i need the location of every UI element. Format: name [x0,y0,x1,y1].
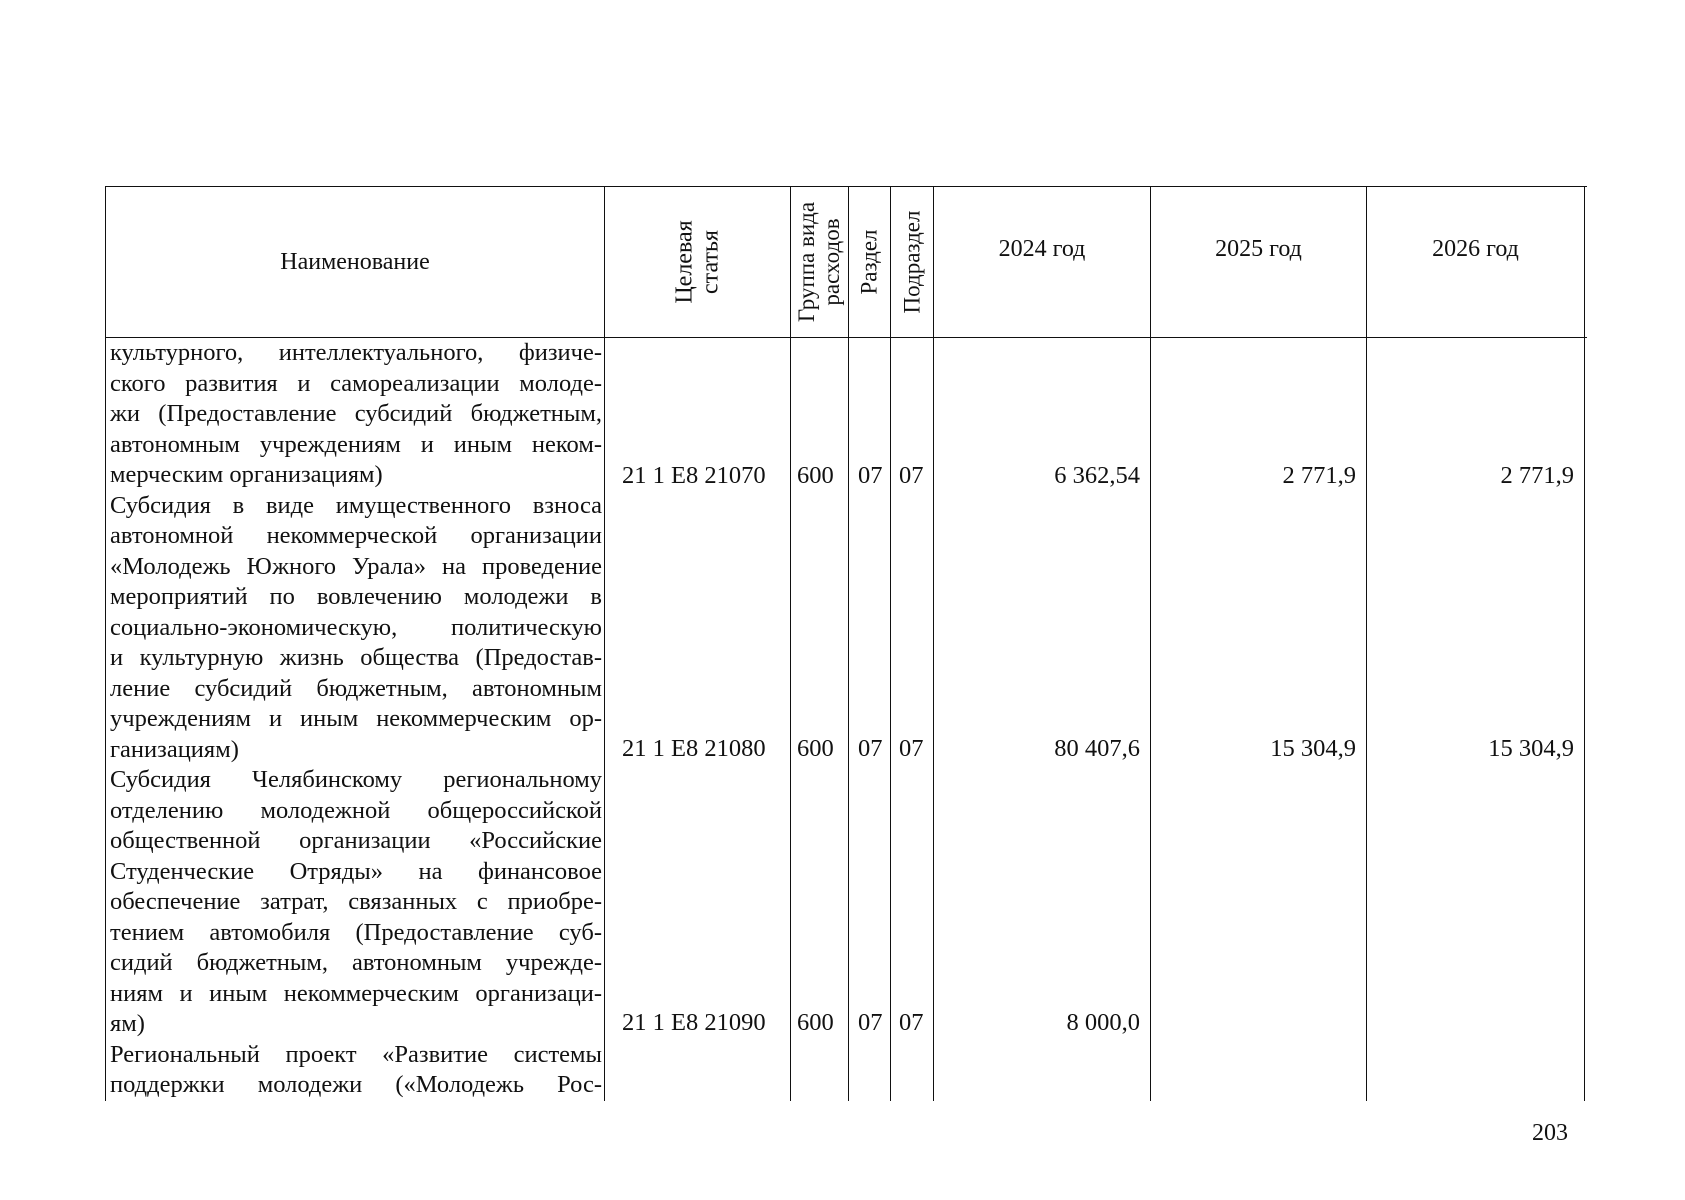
name-line: ниям и иным некоммерческим организаци- [110,979,602,1007]
name-line: мероприятий по вовлечению молодежи в [110,583,602,610]
name-line: обеспечение затрат, связанных с приобре- [110,888,602,915]
header-2024-label: 2024 год [998,236,1086,262]
header-expense-group [791,187,848,337]
name-line: ление субсидий бюджетным, автономным [110,674,602,702]
row-2-2026: 15 304,9 [1488,735,1574,762]
header-section-label: Раздел [856,229,882,295]
name-line: мерческим организациям) [110,461,383,488]
column-divider-7 [1366,186,1367,1101]
row-1-group: 600 [797,462,834,489]
name-line: социально-экономическую, политическую [110,613,602,641]
name-line: ского развития и самореализации молоде- [110,369,602,397]
row-2-section: 07 [858,735,883,762]
row-2-2025: 15 304,9 [1270,735,1356,762]
header-expense-group-line1: Группа вида [794,201,820,323]
row-1-subsection: 07 [899,462,924,489]
header-target-article-line1: Целевая [671,220,698,304]
name-line: отделению молодежной общероссийской [110,796,602,824]
row-1-section: 07 [858,462,883,489]
column-divider-6 [1150,186,1151,1101]
row-3-target: 21 1 E8 21090 [622,1009,766,1036]
header-2025 [1151,187,1366,311]
header-2024 [934,187,1150,311]
row-3-group: 600 [797,1009,834,1036]
name-line: учреждениям и иным некоммерческим ор- [110,705,602,732]
name-line: сидий бюджетным, автономным учрежде- [110,949,602,976]
header-name-label: Наименование [280,249,430,275]
row-3-subsection: 07 [899,1009,924,1036]
header-expense-group-line2: расходов [819,218,845,306]
name-line: ганизациям) [110,735,239,763]
header-target-article [605,187,790,337]
name-line: и культурную жизнь общества (Предостав- [110,644,602,671]
name-line: «Молодежь Южного Урала» на проведение [110,552,602,580]
row-2-subsection: 07 [899,735,924,762]
header-2026 [1367,187,1584,311]
name-line: тением автомобиля (Предоставление суб- [110,918,602,946]
column-divider-5 [933,186,934,1101]
row-1-2026: 2 771,9 [1500,462,1574,489]
header-target-article-label [671,220,723,303]
name-column-text [110,338,602,1101]
name-line: поддержки молодежи («Молодежь Рос- [110,1071,602,1098]
row-1-2025: 2 771,9 [1282,462,1356,489]
name-line: ям) [110,1010,145,1037]
row-2-target: 21 1 E8 21080 [622,735,766,762]
header-subsection [891,187,933,337]
header-2026-label: 2026 год [1432,236,1519,262]
header-target-article-line2: статья [697,230,724,294]
page-number: 203 [1532,1120,1568,1146]
header-subsection-label: Подраздел [899,210,925,314]
row-1-2024: 6 362,54 [1054,462,1140,489]
row-3-2024: 8 000,0 [1066,1009,1140,1036]
name-line: общественной организации «Российские [110,827,602,854]
row-2-group: 600 [797,735,834,762]
name-line: жи (Предоставление субсидий бюджетным, [110,400,602,427]
table-right-border [1584,186,1585,1101]
name-line: Региональный проект «Развитие системы [110,1040,602,1068]
header-name [106,187,604,337]
name-line: Субсидия Челябинскому региональному [110,766,602,793]
header-2025-label: 2025 год [1215,236,1302,262]
row-2-2024: 80 407,6 [1054,735,1140,762]
name-line: автономной некоммерческой организации [110,522,602,549]
header-expense-group-label [795,202,845,322]
row-1-target: 21 1 E8 21070 [622,462,766,489]
name-line: культурного, интеллектуального, физиче- [110,339,602,366]
row-3-section: 07 [858,1009,883,1036]
name-line: Студенческие Отряды» на финансовое [110,857,602,885]
name-line: Субсидия в виде имущественного взноса [110,491,602,519]
header-section [849,187,890,337]
name-line: автономным учреждениям и иным неком- [110,430,602,458]
